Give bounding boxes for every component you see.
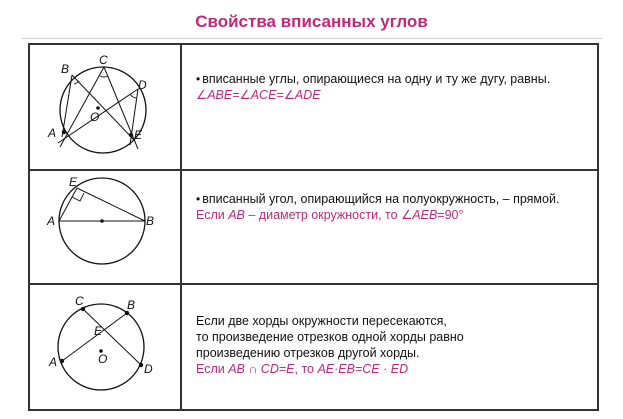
label-b: B — [127, 298, 136, 312]
formula-part: , то — [294, 362, 318, 376]
label-e: E — [69, 175, 78, 189]
label-o: O — [98, 352, 108, 366]
property-text-1 — [196, 71, 588, 103]
statement-line: Если две хорды окружности пересекаются, — [196, 314, 447, 328]
label-d: D — [144, 362, 153, 376]
figure-intersecting-chords — [30, 285, 180, 409]
label-c: C — [75, 294, 84, 308]
label-a: A — [49, 355, 58, 369]
formula-part: Если — [196, 208, 229, 222]
statement-text: вписанный угол, опирающийся на полуокружность, – прямой. — [202, 192, 560, 206]
formula-part: AB ∩ CD=E — [228, 362, 295, 376]
column-divider — [180, 45, 182, 409]
formula-part: AE·EB=CE · ED — [317, 362, 409, 376]
title-divider — [22, 38, 602, 39]
figure-equal-inscribed-angles — [30, 45, 180, 169]
statement-line — [196, 71, 588, 87]
formula-part: =90° — [437, 208, 464, 222]
statement-line: произведению отрезков другой хорды. — [196, 346, 420, 360]
bullet: • — [196, 72, 201, 86]
label-d: D — [138, 78, 147, 92]
page-title: Свойства вписанных углов — [195, 12, 428, 31]
label-c: C — [99, 53, 108, 67]
property-text-2 — [196, 191, 588, 223]
label-a: A — [48, 126, 57, 140]
formula-part: Если — [196, 362, 229, 376]
figure-angle-on-diameter — [30, 171, 180, 283]
statement-line: то произведение отрезков одной хорды равно — [196, 330, 464, 344]
formula-part: AB — [228, 208, 245, 222]
formula-part: – диаметр окружности, то — [244, 208, 402, 222]
label-e: E — [94, 324, 103, 338]
label-a: A — [47, 214, 56, 228]
bullet: • — [196, 192, 201, 206]
label-b: B — [146, 214, 155, 228]
statement-text: вписанные углы, опирающиеся на одну и ту же дугу, равны. — [202, 72, 551, 86]
properties-table — [28, 43, 599, 411]
formula-line: ∠ABE=∠ACE=∠ADE — [196, 88, 321, 102]
label-o: O — [90, 110, 100, 124]
formula-line — [196, 361, 588, 377]
label-b: B — [61, 62, 70, 76]
statement-line — [196, 191, 588, 207]
property-text-3 — [196, 313, 588, 377]
formula-part: ∠AEB — [401, 208, 438, 222]
label-e: E — [134, 128, 143, 142]
formula-line — [196, 207, 588, 223]
